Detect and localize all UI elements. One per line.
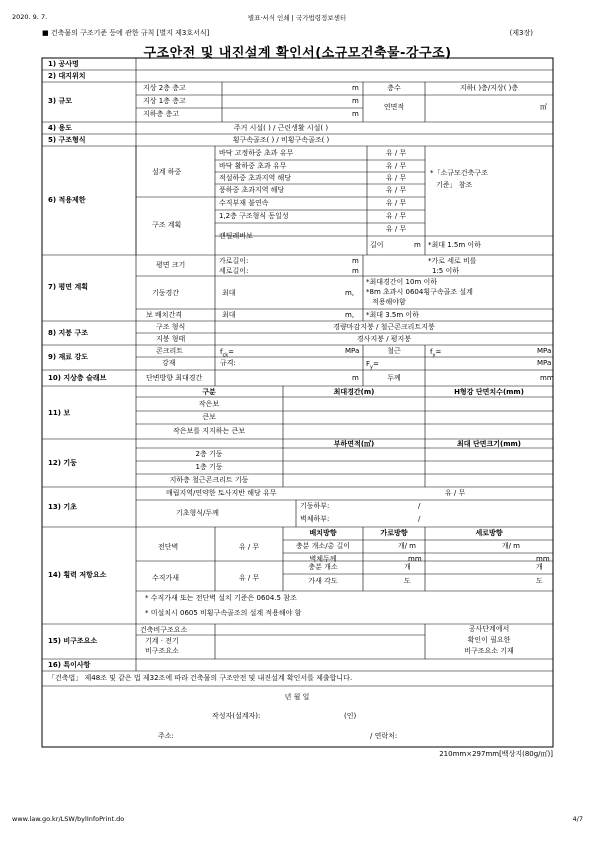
restriction-item: 적설하중 초과지역 해당 [219,174,292,182]
yes-no: 유 / 무 [238,574,260,582]
reference-note: *「소규모건축구조 [430,169,488,177]
column-span-label: 기둥경간 [152,289,180,297]
reference-note: 기준」 참조 [436,181,473,189]
mm-unit: mm [408,555,422,563]
floors-value: 지하( )층/지상( )층 [459,84,519,92]
unit-m: m [352,374,359,382]
count-unit: 개 [536,563,543,571]
form-number: (제3장) [509,29,533,37]
label-beam: 11) 보 [48,409,71,417]
column-2f: 2층 기둥 [195,450,223,458]
length-unit: m [414,241,421,249]
column-base-label: 기둥하부: [300,502,330,510]
yes-no: 유 / 무 [385,186,407,194]
span-note: *8m 초과시 0604횡구속골조 설계 [366,288,473,296]
mpa-unit: MPa [537,347,552,355]
structure-plan-label: 구조 계획 [152,221,182,229]
Fy-symbol: $F_y=$ [366,360,379,371]
wall-count-label: 충분 개소/총 길이 [295,542,351,550]
column-basement: 지하층 철근콘크리트 기둥 [169,476,249,484]
mm-unit: mm [536,555,550,563]
page-number: 4/7 [572,815,583,823]
brace-angle-label: 가새 각도 [308,577,338,585]
restriction-item: 바닥 활하중 초과 유무 [219,162,287,170]
mep-nonstructural: 비구조요소 [145,647,179,655]
mpa-unit: MPa [537,359,552,367]
max-cantilever-note: *최대 1.5m 이하 [428,241,481,249]
shear-wall-label: 전단벽 [158,543,179,551]
beam-spacing-note: *최대 3.5m 이하 [366,311,419,319]
wall-count-value: 개/ m [501,542,520,550]
small-beam: 작은보 [198,400,220,408]
yes-no: 유 / 무 [385,225,407,233]
yes-no: 유 / 무 [385,149,407,157]
label-project-name: 1) 공사명 [48,60,79,68]
rebar-label: 철근 [387,347,401,355]
yes-no: 유 / 무 [238,543,260,551]
yes-no: 유 / 무 [385,162,407,170]
label-nonstructural: 15) 비구조요소 [48,637,98,645]
unit-m: m [352,257,359,265]
label-floor-plan: 7) 평면 계획 [48,283,88,291]
label-site-location: 2) 대지위치 [48,72,86,80]
restriction-item: 바닥 고정하중 초과 유무 [219,149,294,157]
foundation-type-label: 기초형식/두께 [176,509,219,517]
header-load-area: 부하면적(㎡) [333,440,375,448]
wall-thickness-label: 벽체두께 [309,555,337,563]
unit-m: m [352,267,359,275]
print-date: 2020. 9. 7. [12,13,48,21]
label-use: 4) 용도 [48,124,73,132]
unit-m: m, [345,311,355,319]
ratio-note: 1:5 이하 [432,267,460,275]
above2-height: 지상 2층 층고 [143,84,186,92]
area-label: 연면적 [383,103,405,111]
label-restrictions: 6) 적용제한 [48,196,86,204]
regulation-line: ■ 건축물의 구조기준 등에 관한 규칙 [별지 제3호서식] [42,29,210,37]
vertical-length: 세로길이: [219,267,249,275]
unit-m: m [352,97,359,105]
wall-count-value: 개/ m [397,542,416,550]
header-max-span: 최대경간(m) [333,388,375,396]
address-label: 주소: [158,732,174,740]
writer-label: 작성자(설계자): [212,712,261,720]
roof-shape-label: 지붕 형태 [156,335,186,343]
plan-size-label: 평면 크기 [156,261,186,269]
slash: / [418,515,421,523]
unit-m: m [352,84,359,92]
length-label: 길이 [370,241,384,249]
label-scale: 3) 규모 [48,97,73,105]
label-lateral-resistance: 14) 횡력 저항요소 [48,571,107,579]
seal-mark: (인) [344,712,357,720]
brace-criteria-note: * 수직가새 또는 전단벽 설치 기준은 0604.5 참조 [145,594,297,602]
horizontal-length: 가로길이: [219,257,249,265]
thickness-label: 두께 [387,374,401,382]
max-label: 최대 [222,311,236,319]
restriction-item: 수직부재 불연속 [219,199,269,207]
wall-base-label: 벽체하부: [300,515,330,523]
max-label: 최대 [222,289,236,297]
below-height: 지하층 층고 [143,110,180,118]
soft-soil-question: 매립지역/연약한 토사지반 해당 유무 [166,489,277,497]
label-column: 12) 기둥 [48,459,77,467]
nonstructural-note: 공사단계에서 [468,625,510,633]
brace-count-label: 충분 개소 [308,563,338,571]
yes-no: 유 / 무 [385,174,407,182]
unit-m: m [352,110,359,118]
label-slab: 10) 지상층 슬래브 [48,374,107,382]
mm-unit: mm [540,374,554,382]
concrete-label: 콘크리트 [156,347,184,355]
header-placement-direction: 배치방향 [309,529,337,537]
document-title: 구조안전 및 내진설계 확인서(소규모건축물-강구조) [143,46,452,61]
slab-span-label: 단변방향 최대경간 [146,374,203,382]
span-note: 적용해야함 [372,298,406,306]
label-material-strength: 9) 재료 강도 [48,353,88,361]
large-beam: 큰보 [202,413,216,421]
yes-no: 유 / 무 [385,199,407,207]
roof-type-label: 구조 형식 [156,323,186,331]
area-unit: ㎡ [540,103,547,111]
structure-type-options: 횡구속골조( ) / 비횡구속골조( ) [232,136,330,144]
nonstructural-note: 비구조요소 기재 [464,647,514,655]
degree-unit: 도 [404,577,411,585]
steel-grade: 규격: [220,359,236,367]
label-roof-structure: 8) 지붕 구조 [48,329,88,337]
architectural-nonstructural: 건축비구조요소 [140,626,188,634]
date-line: 년 월 일 [284,693,310,701]
header-category: 구분 [202,388,216,396]
header-section-size: H형강 단면치수(mm) [454,388,524,396]
label-special-notes: 16) 특이사항 [48,661,91,669]
non-installation-note: * 미설치시 0605 비횡구속골조의 설계 적용해야 함 [145,609,302,617]
restriction-item: 캔틸레버보 [219,232,253,240]
beam-spacing-label: 보 배치간격 [146,311,183,319]
declaration-text: 「건축법」 제48조 및 같은 법 제32조에 따라 건축물의 구조안전 및 내진설계 확인서를 제출합니다. [48,674,353,682]
ratio-note: *가로 세로 비를 [428,257,477,265]
label-structure-type: 5) 구조형식 [48,136,86,144]
roof-type-options: 경량마감지붕 / 철근콘크리트지붕 [333,323,435,331]
slash: / [418,502,421,510]
design-load-label: 설계 하중 [152,168,182,176]
fy-symbol: $f_y=$ [430,348,442,359]
restriction-item: 풍하중 초과지역 해당 [219,186,285,194]
supporting-beam: 작은보를 지지하는 큰보 [172,427,246,435]
use-options: 주거 시설( ) / 근린생활 시설( ) [233,124,329,132]
paper-spec: 210mm×297mm[백상지(80g/㎡)] [439,750,553,758]
yes-no: 유 / 무 [444,489,466,497]
mep-nonstructural: 기계 · 전기 [145,637,179,645]
above1-height: 지상 1층 층고 [143,97,186,105]
floors-label: 층수 [387,84,401,92]
unit-m: m, [345,289,355,297]
vertical-brace-label: 수직가새 [152,574,180,582]
fck-symbol: $f_{ck}=$ [220,348,234,359]
header-vertical-direction: 세로방향 [475,529,503,537]
mpa-unit: MPa [345,347,360,355]
print-url: www.law.go.kr/LSW/bylInfoPrint.do [12,815,125,823]
contact-label: / 연락처: [370,732,398,740]
header-max-section: 최대 단면크기(mm) [457,440,521,448]
roof-shape-options: 경사지붕 / 평지붕 [356,335,412,343]
span-note: *최대경간이 10m 이하 [366,278,438,286]
print-source: 별표·서식 인쇄 | 국가법령정보센터 [247,14,347,22]
nonstructural-note: 확인이 필요한 [467,636,511,644]
degree-unit: 도 [536,577,543,585]
steel-label: 강재 [162,359,176,367]
column-1f: 1층 기둥 [195,463,223,471]
count-unit: 개 [404,563,411,571]
restriction-item: 1,2층 구조형식 동일성 [219,212,289,220]
label-foundation: 13) 기초 [48,503,77,511]
header-horizontal-direction: 가로방향 [380,529,408,537]
yes-no: 유 / 무 [385,212,407,220]
